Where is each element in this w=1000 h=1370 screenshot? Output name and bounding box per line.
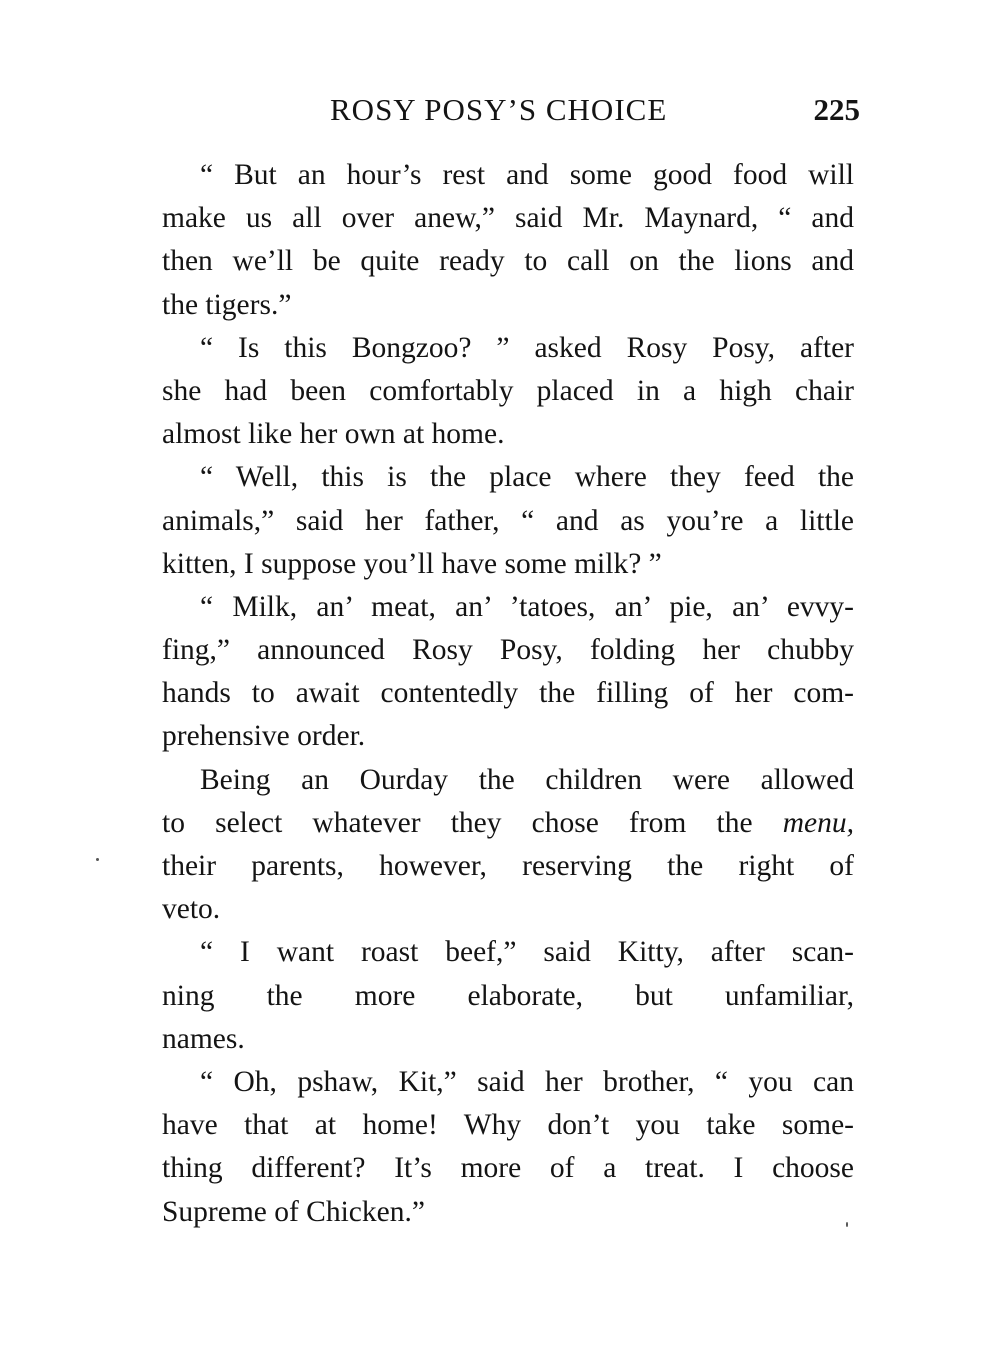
text-line: “ Oh, pshaw, Kit,” said her brother, “ you can [200, 1065, 854, 1098]
paragraph [162, 154, 854, 327]
text-line: names. [162, 1022, 245, 1055]
paragraph [162, 456, 854, 586]
text-line: hands to await contentedly the filling of her com- [162, 677, 854, 710]
text-line: Being an Ourday the children were allowed [200, 763, 854, 796]
scan-speck [96, 858, 99, 861]
text-fragment: to select whatever they chose from the [162, 806, 753, 839]
paragraph [162, 586, 854, 759]
text-line: animals,” said her father, “ and as you’re a little [162, 504, 854, 537]
text-line: “ Well, this is the place where they feed the [200, 461, 854, 494]
text-line: “ Milk, an’ meat, an’ ’tatoes, an’ pie, an’ evvy- [200, 590, 854, 623]
text-line: prehensive order. [162, 720, 366, 753]
scan-speck [846, 1222, 848, 1227]
paragraph [162, 759, 854, 932]
paragraph [162, 931, 854, 1061]
text-line: thing different? It’s more of a treat. I choose [162, 1152, 854, 1185]
running-head [160, 92, 860, 132]
text-line: their parents, however, reserving the right of [162, 850, 854, 882]
text-line: fing,” announced Rosy Posy, folding her chubby [162, 634, 854, 667]
page-number: 225 [813, 92, 860, 127]
text-line: veto. [162, 893, 221, 926]
text-line: Supreme of Chicken.” [162, 1195, 425, 1228]
text-line: “ But an hour’s rest and some good food will [200, 159, 854, 191]
text-line: have that at home! Why don’t you take some- [162, 1109, 854, 1142]
italic-word: menu, [782, 806, 855, 839]
text-line: she had been comfortably placed in a high chair [162, 374, 854, 407]
text-line: make us all over anew,” said Mr. Maynard, “ and [162, 202, 854, 235]
paragraph [162, 1061, 854, 1234]
text-line: kitten, I suppose you’ll have some milk? ” [162, 547, 662, 580]
text-line-with-italic [162, 802, 854, 845]
text-line: then we’ll be quite ready to call on the lions and [162, 245, 854, 278]
text-line: “ I want roast beef,” said Kitty, after scan- [200, 936, 854, 969]
paragraph [162, 327, 854, 457]
text-line: “ Is this Bongzoo? ” asked Rosy Posy, after [200, 331, 854, 364]
body-text [162, 154, 854, 1234]
running-title: ROSY POSY’S CHOICE [330, 92, 668, 127]
text-line: almost like her own at home. [162, 418, 505, 451]
text-line: the tigers.” [162, 288, 292, 321]
text-line: ning the more elaborate, but unfamiliar, [162, 979, 854, 1012]
